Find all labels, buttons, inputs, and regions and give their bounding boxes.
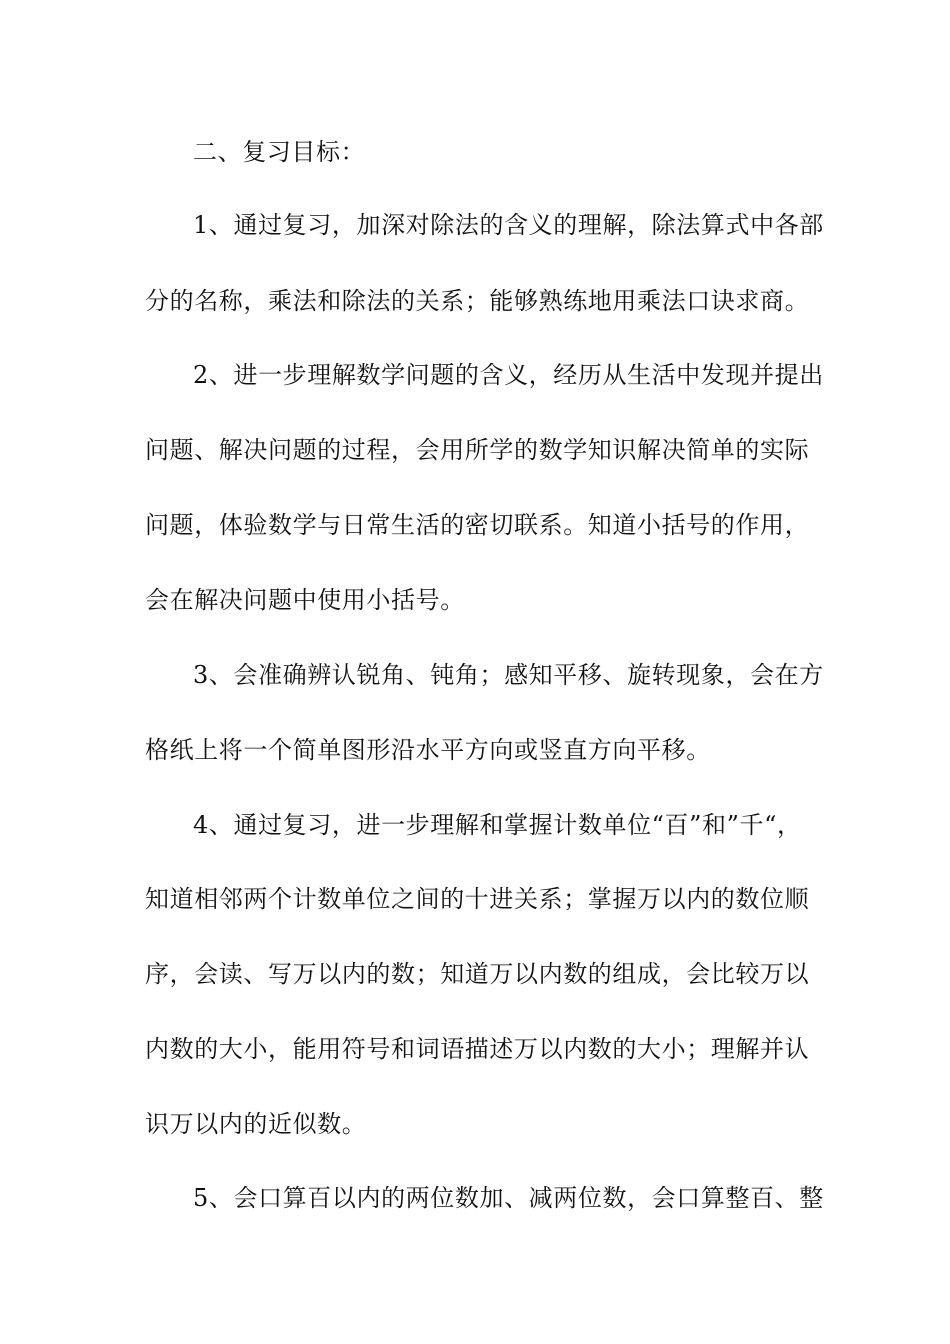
- paragraph-line: 序，会读、写万以内的数；知道万以内数的组成，会比较万以: [145, 960, 810, 988]
- section-heading: 二、复习目标：: [193, 138, 366, 166]
- paragraph-line: 4、通过复习，进一步理解和掌握计数单位“百”和”千“，: [193, 811, 802, 839]
- paragraph-line: 1、通过复习，加深对除法的含义的理解，除法算式中各部: [193, 211, 824, 239]
- paragraph-line: 3、会准确辨认锐角、钝角；感知平移、旋转现象，会在方: [193, 661, 824, 689]
- paragraph-line: 格纸上将一个简单图形沿水平方向或竖直方向平移。: [145, 736, 711, 764]
- paragraph-line: 内数的大小，能用符号和词语描述万以内数的大小；理解并认: [145, 1035, 810, 1063]
- paragraph-line: 识万以内的近似数。: [145, 1110, 367, 1138]
- paragraph-line: 问题，体验数学与日常生活的密切联系。知道小括号的作用，: [145, 511, 810, 539]
- paragraph-line: 5、会口算百以内的两位数加、减两位数，会口算整百、整: [193, 1184, 824, 1212]
- paragraph-line: 分的名称，乘法和除法的关系；能够熟练地用乘法口诀求商。: [145, 287, 810, 315]
- paragraph-line: 知道相邻两个计数单位之间的十进关系；掌握万以内的数位顺: [145, 885, 810, 913]
- paragraph-line: 会在解决问题中使用小括号。: [145, 586, 465, 614]
- paragraph-line: 2、进一步理解数学问题的含义，经历从生活中发现并提出: [193, 361, 824, 389]
- paragraph-line: 问题、解决问题的过程，会用所学的数学知识解决简单的实际: [145, 436, 810, 464]
